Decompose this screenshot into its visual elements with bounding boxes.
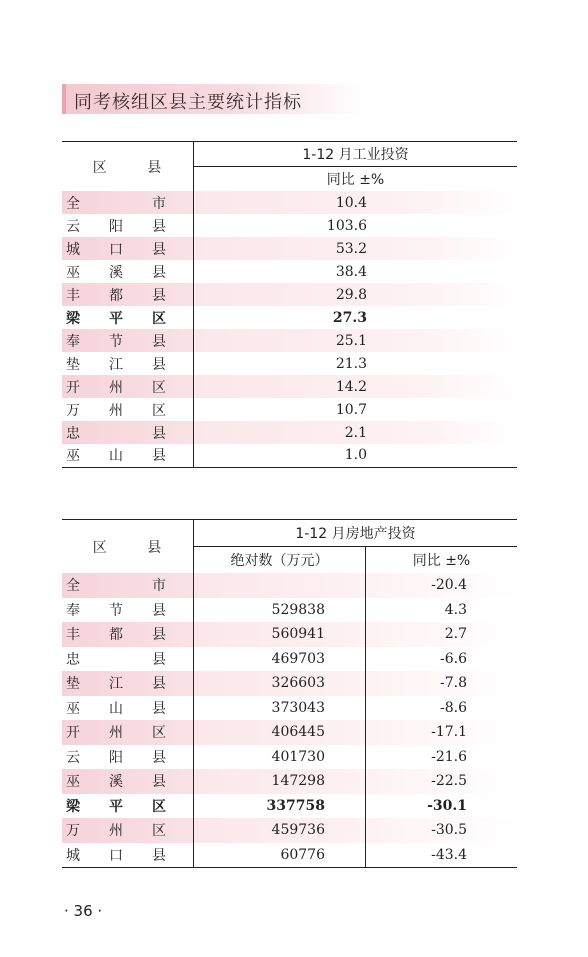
district-name-char: 县: [152, 218, 166, 235]
district-name-cell: [62, 696, 194, 721]
district-name-char: 垫: [66, 356, 80, 373]
district-name-char: 节: [109, 333, 123, 350]
district-name-char: 万: [66, 402, 80, 419]
district-name-char: 巫: [66, 700, 80, 717]
district-name-char: 垫: [66, 676, 80, 693]
district-name-char: 开: [66, 725, 80, 742]
yoy-value-cell: -20.4: [366, 573, 518, 598]
table-row: [62, 622, 517, 647]
district-name-char: 县: [152, 287, 166, 304]
district-name-char: 县: [152, 774, 166, 791]
table-row: [62, 647, 517, 672]
district-name-char: 巫: [66, 774, 80, 791]
district-name-cell: [62, 671, 194, 696]
district-name-char: 城: [66, 241, 80, 258]
district-name-char: 区: [152, 823, 166, 840]
district-name-char: 奉: [66, 602, 80, 619]
yoy-column-header: 同比 ±%: [366, 547, 518, 574]
district-name-cell: [62, 375, 194, 398]
district-name-char: 阳: [109, 749, 123, 766]
yoy-value-cell: 38.4: [335, 263, 367, 280]
district-name-cell: [62, 794, 194, 819]
district-name-char: 县: [152, 602, 166, 619]
table-row: [62, 237, 517, 260]
table-row: [62, 598, 517, 623]
yoy-value-cell: 25.1: [194, 329, 518, 352]
district-name-cell: [62, 843, 194, 868]
district-name-char: 区: [152, 725, 166, 742]
district-name-char: 江: [109, 676, 123, 693]
yoy-value-cell: 103.6: [326, 217, 367, 234]
table-row: [62, 745, 517, 770]
absolute-value-cell: 60776: [194, 843, 366, 868]
district-name-cell: [62, 283, 194, 306]
district-name-char: 梁: [66, 798, 80, 815]
yoy-value-cell: 10.7: [335, 401, 367, 418]
district-name-char: 州: [109, 379, 123, 396]
district-name-char: 县: [152, 749, 166, 766]
table-row: [62, 818, 517, 843]
district-name-char: 溪: [109, 264, 123, 281]
yoy-value-cell: 53.2: [194, 237, 518, 260]
district-name-cell: [62, 352, 194, 375]
absolute-value-cell: 326603: [194, 671, 366, 696]
absolute-value-cell: 406445: [194, 720, 366, 745]
district-name-char: 都: [109, 627, 123, 644]
district-name-char: 丰: [66, 287, 80, 304]
district-name-char: 云: [66, 749, 80, 766]
yoy-value-cell: -30.5: [366, 818, 518, 843]
yoy-value-cell: 29.8: [194, 283, 518, 306]
section-title-bar: [62, 84, 366, 114]
district-name-char: 忠: [66, 425, 80, 442]
district-name-cell: [62, 769, 194, 794]
district-name-char: 区: [152, 402, 166, 419]
yoy-value-cell: -7.8: [366, 671, 518, 696]
yoy-column-header: 同比 ±%: [194, 167, 518, 192]
absolute-value-cell: 373043: [194, 696, 366, 721]
section-title: 同考核组区县主要统计指标: [74, 92, 302, 113]
district-name-char: 平: [109, 798, 123, 815]
yoy-value-cell: 2.7: [366, 622, 518, 647]
district-name-cell: [62, 421, 194, 444]
yoy-value-cell: 4.3: [444, 601, 467, 618]
district-name-char: 县: [152, 676, 166, 693]
district-name-char: 山: [109, 448, 123, 465]
district-name-char: 平: [109, 310, 123, 327]
district-name-char: 县: [152, 847, 166, 864]
district-name-char: 口: [109, 241, 123, 258]
yoy-value-cell: 27.3: [332, 309, 367, 326]
district-name-char: 全: [66, 578, 80, 595]
real-estate-investment-table: [62, 519, 517, 868]
district-name-cell: [62, 818, 194, 843]
district-name-char: 奉: [66, 333, 80, 350]
district-name-cell: [62, 444, 194, 467]
yoy-value-cell: -6.6: [440, 650, 467, 667]
absolute-value-cell: 529838: [194, 598, 366, 623]
district-name-char: 州: [109, 823, 123, 840]
table-row: [62, 769, 517, 794]
district-name-char: 市: [152, 578, 166, 595]
yoy-value-cell: 1.0: [194, 444, 518, 467]
district-name-cell: [62, 260, 194, 283]
district-name-char: 县: [152, 651, 166, 668]
absolute-value-cell: 560941: [194, 622, 366, 647]
table-row: [62, 214, 517, 237]
yoy-value-cell: -21.6: [431, 748, 467, 765]
district-name-char: 忠: [66, 651, 80, 668]
district-name-char: 巫: [66, 264, 80, 281]
table-row: [62, 352, 517, 375]
district-name-char: 县: [152, 425, 166, 442]
district-name-char: 口: [109, 847, 123, 864]
district-name-char: 阳: [109, 218, 123, 235]
district-name-cell: [62, 598, 194, 623]
real-estate-investment-header: 1-12 月房地产投资: [194, 520, 518, 547]
district-name-cell: [62, 622, 194, 647]
district-name-cell: [62, 191, 194, 214]
district-name-char: 区: [152, 798, 166, 815]
table-row: [62, 375, 517, 398]
table-row: [62, 794, 517, 819]
district-name-char: 县: [152, 356, 166, 373]
district-name-cell: [62, 329, 194, 352]
table-row: [62, 671, 517, 696]
district-name-cell: [62, 237, 194, 260]
district-name-cell: [62, 745, 194, 770]
district-name-char: 县: [152, 448, 166, 465]
industrial-investment-header: 1-12 月工业投资: [194, 142, 518, 167]
district-name-char: 巫: [66, 448, 80, 465]
absolute-value-header: 绝对数（万元）: [194, 547, 366, 574]
absolute-value-cell: 147298: [194, 769, 366, 794]
yoy-value-cell: -22.5: [366, 769, 518, 794]
district-name-char: 丰: [66, 627, 80, 644]
yoy-value-cell: -43.4: [366, 843, 518, 868]
district-name-char: 梁: [66, 310, 80, 327]
table-row: [62, 283, 517, 306]
district-name-char: 节: [109, 602, 123, 619]
yoy-value-cell: 10.4: [194, 191, 518, 214]
district-name-char: 江: [109, 356, 123, 373]
table-row: [62, 306, 517, 329]
district-name-char: 州: [109, 725, 123, 742]
district-name-char: 区: [152, 310, 166, 327]
district-name-char: 县: [152, 627, 166, 644]
district-name-cell: [62, 573, 194, 598]
district-name-char: 溪: [109, 774, 123, 791]
district-name-char: 万: [66, 823, 80, 840]
district-name-char: 城: [66, 847, 80, 864]
table-row: [62, 191, 517, 214]
district-column-header: 区 县: [62, 142, 194, 192]
district-name-char: 县: [152, 241, 166, 258]
district-name-char: 开: [66, 379, 80, 396]
absolute-value-cell: 469703: [194, 647, 366, 672]
district-name-char: 山: [109, 700, 123, 717]
industrial-investment-table: [62, 141, 517, 468]
table-row: [62, 843, 517, 868]
absolute-value-cell: 337758: [194, 794, 366, 819]
absolute-value-cell: [194, 573, 366, 598]
district-name-char: 县: [152, 264, 166, 281]
district-name-char: 县: [152, 700, 166, 717]
absolute-value-cell: 459736: [194, 818, 366, 843]
table-row: [62, 421, 517, 444]
district-name-char: 县: [152, 333, 166, 350]
district-name-char: 全: [66, 195, 80, 212]
district-name-char: 市: [152, 195, 166, 212]
district-name-cell: [62, 214, 194, 237]
yoy-value-cell: 14.2: [194, 375, 518, 398]
district-name-cell: [62, 398, 194, 421]
table-row: [62, 444, 517, 467]
table-row: [62, 720, 517, 745]
district-name-char: 都: [109, 287, 123, 304]
district-name-char: 州: [109, 402, 123, 419]
yoy-value-cell: -30.1: [427, 797, 467, 814]
table-row: [62, 329, 517, 352]
absolute-value-cell: 401730: [194, 745, 366, 770]
district-name-cell: [62, 306, 194, 329]
yoy-value-cell: -17.1: [366, 720, 518, 745]
district-column-header: 区 县: [62, 520, 194, 574]
district-name-char: 云: [66, 218, 80, 235]
table-row: [62, 696, 517, 721]
page-number: · 36 ·: [64, 902, 103, 920]
district-name-char: 区: [152, 379, 166, 396]
table-row: [62, 398, 517, 421]
district-name-cell: [62, 720, 194, 745]
district-name-cell: [62, 647, 194, 672]
table-row: [62, 260, 517, 283]
yoy-value-cell: 21.3: [335, 355, 367, 372]
yoy-value-cell: 2.1: [194, 421, 518, 444]
table-row: [62, 573, 517, 598]
yoy-value-cell: -8.6: [440, 699, 467, 716]
